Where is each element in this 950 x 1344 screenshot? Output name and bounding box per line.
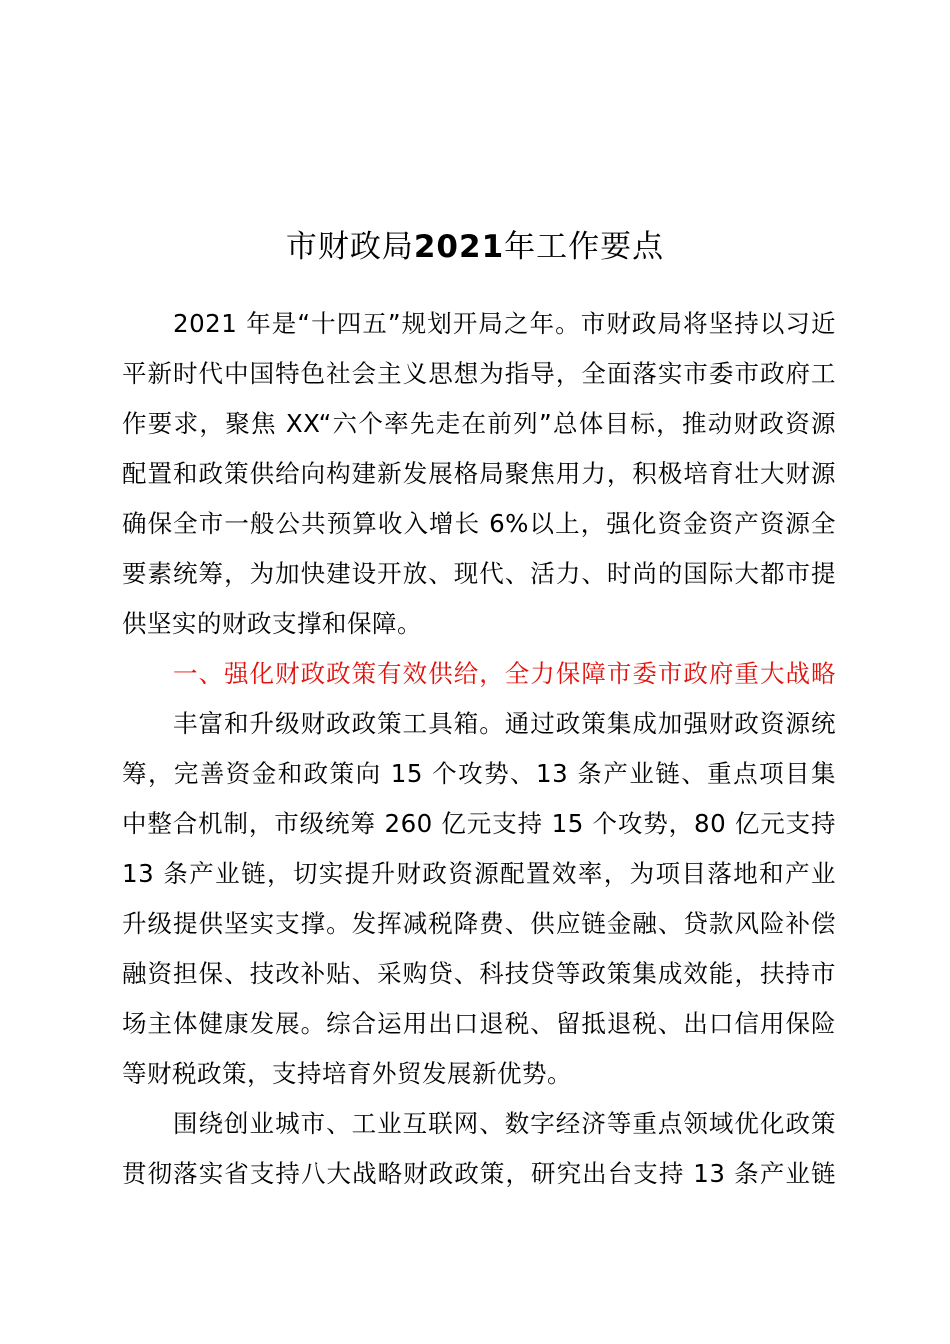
title-year: 2021: [413, 229, 505, 265]
paragraph-line: 贯彻落实省支持八大战略财政政策，研究出台支持 13 条产业链: [122, 1159, 836, 1188]
paragraph-line: 升级提供坚实支撑。发挥减税降费、供应链金融、贷款风险补偿: [122, 909, 836, 938]
paragraph-line: 等财税政策，支持培育外贸发展新优势。: [122, 1059, 572, 1088]
paragraph-line: 供坚实的财政支撑和保障。: [122, 609, 422, 638]
page-title: [0, 223, 950, 271]
paragraph-line: 筹，完善资金和政策向 15 个攻势、13 条产业链、重点项目集: [122, 759, 836, 788]
paragraph-line: 平新时代中国特色社会主义思想为指导，全面落实市委市政府工: [122, 359, 836, 388]
paragraph-line: 围绕创业城市、工业互联网、数字经济等重点领域优化政策: [173, 1109, 836, 1138]
paragraph-line: 作要求，聚焦 XX“六个率先走在前列”总体目标，推动财政资源: [122, 409, 836, 438]
paragraph-line: 融资担保、技改补贴、采购贷、科技贷等政策集成效能，扶持市: [122, 959, 836, 988]
paragraph-line: 丰富和升级财政政策工具箱。通过政策集成加强财政资源统: [173, 709, 836, 738]
title-prefix: 市财政局: [285, 229, 414, 265]
section-heading: 一、强化财政政策有效供给，全力保障市委市政府重大战略: [173, 659, 836, 688]
paragraph-line: 2021 年是“十四五”规划开局之年。市财政局将坚持以习近: [173, 309, 836, 338]
paragraph-line: 场主体健康发展。综合运用出口退税、留抵退税、出口信用保险: [122, 1009, 836, 1038]
paragraph-line: 13 条产业链，切实提升财政资源配置效率，为项目落地和产业: [122, 859, 836, 888]
paragraph-line: 确保全市一般公共预算收入增长 6%以上，强化资金资产资源全: [122, 509, 836, 538]
paragraph-line: 要素统筹，为加快建设开放、现代、活力、时尚的国际大都市提: [122, 559, 836, 588]
paragraph-line: 配置和政策供给向构建新发展格局聚焦用力，积极培育壮大财源: [122, 459, 836, 488]
paragraph-line: 中整合机制，市级统筹 260 亿元支持 15 个攻势，80 亿元支持: [122, 809, 836, 838]
title-suffix: 年工作要点: [504, 229, 665, 265]
